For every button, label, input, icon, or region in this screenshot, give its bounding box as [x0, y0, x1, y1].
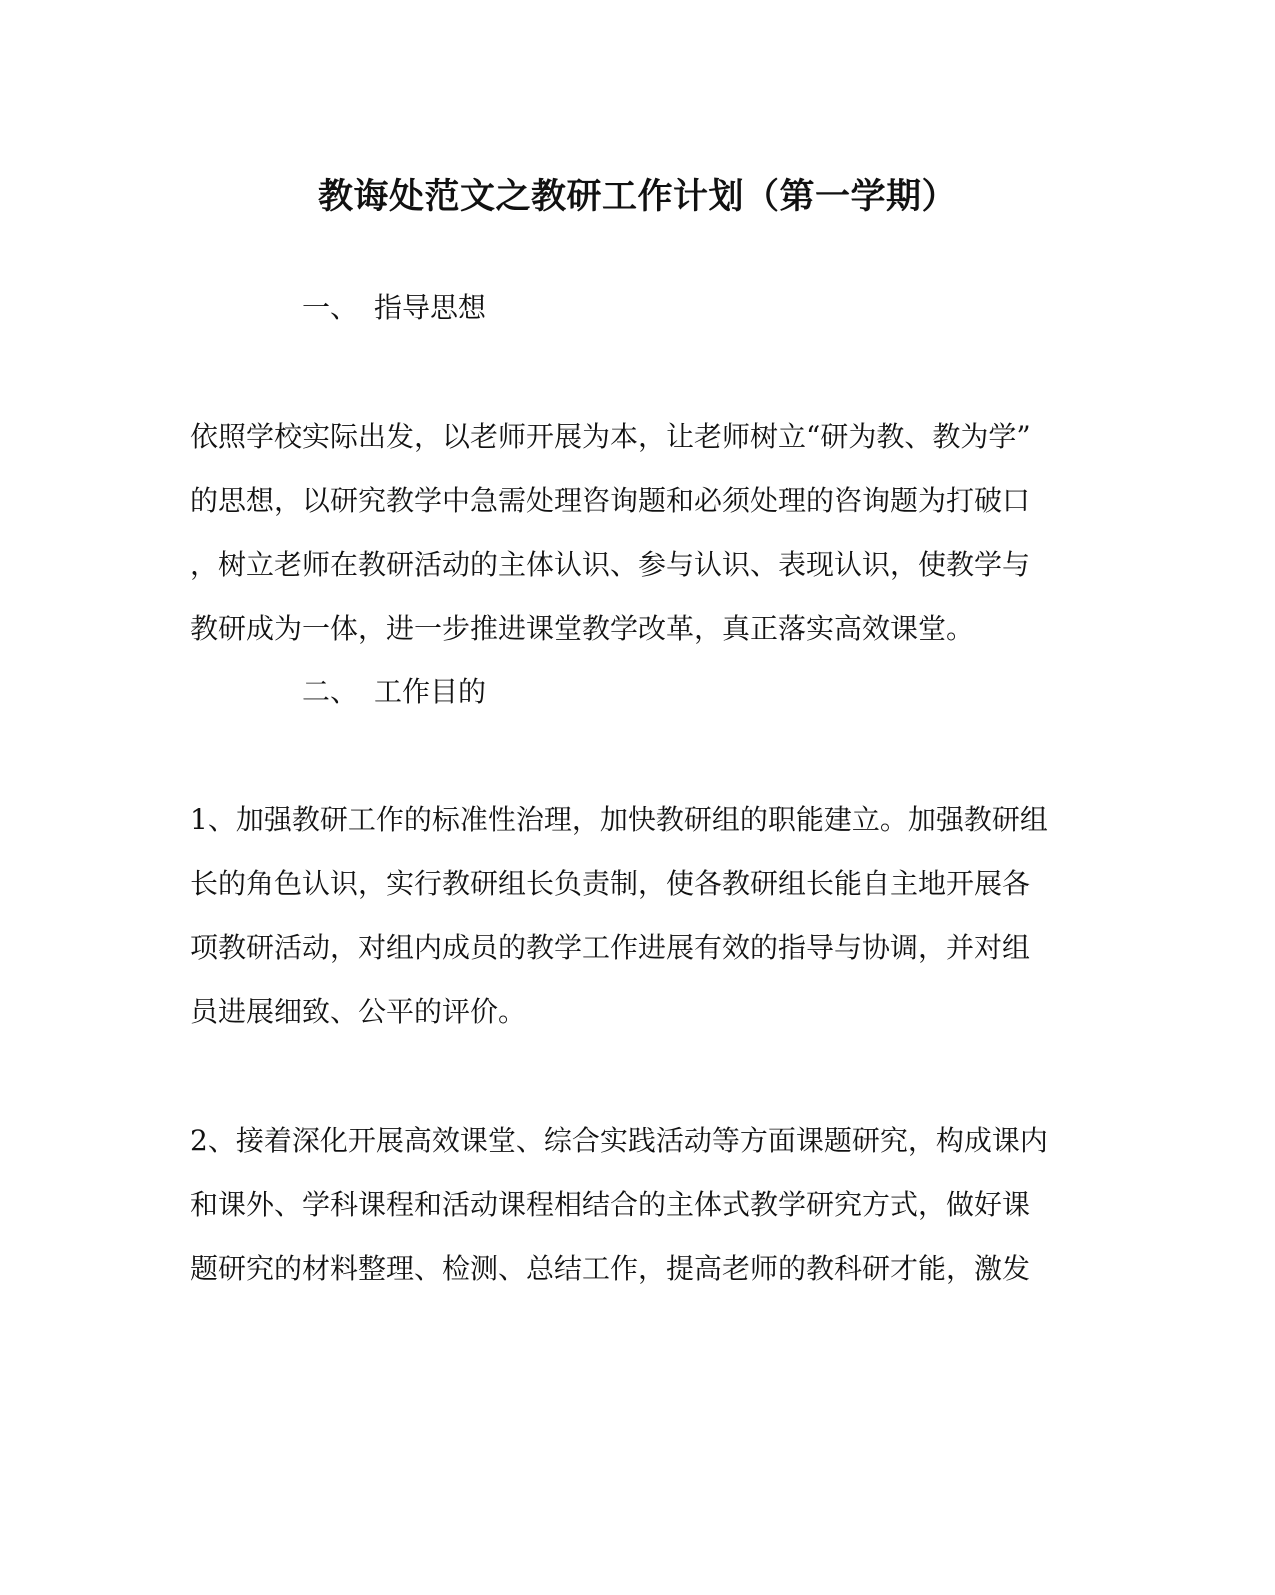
paragraph-line: 教研成为一体，进一步推进课堂教学改革，真正落实高效课堂。: [190, 612, 975, 645]
paragraph-line: 2、接着深化开展高效课堂、综合实践活动等方面课题研究，构成课内: [190, 1124, 1048, 1157]
paragraph-line: 项教研活动，对组内成员的教学工作进展有效的指导与协调，并对组: [190, 931, 1031, 964]
paragraph-line: 依照学校实际出发，以老师开展为本，让老师树立“研为教、教为学”: [190, 420, 1031, 453]
paragraph-goal-item-2: [190, 1109, 1090, 1301]
paragraph-line: 题研究的材料整理、检测、总结工作，提高老师的教科研才能，激发: [190, 1252, 1031, 1285]
paragraph-goal-item-1: [190, 788, 1090, 1044]
paragraph-line: ，树立老师在教研活动的主体认识、参与认识、表现认识，使教学与: [190, 548, 1031, 581]
section-number: 一、: [302, 291, 359, 324]
paragraph-line: 员进展细致、公平的评价。: [190, 995, 527, 1028]
paragraph-guiding-ideology: [190, 405, 1090, 661]
section-number: 二、: [302, 675, 359, 708]
paragraph-line: 的思想，以研究教学中急需处理咨询题和必须处理的咨询题为打破口: [190, 484, 1031, 517]
section-title: 工作目的: [374, 675, 487, 708]
paragraph-line: 长的角色认识，实行教研组长负责制，使各教研组长能自主地开展各: [190, 867, 1031, 900]
section-title: 指导思想: [374, 291, 487, 324]
section-heading-work-goals: [302, 672, 486, 712]
document-title: 教诲处范文之教研工作计划（第一学期）: [317, 176, 957, 217]
paragraph-line: 1、加强教研工作的标准性治理，加快教研组的职能建立。加强教研组: [190, 803, 1048, 836]
paragraph-line: 和课外、学科课程和活动课程相结合的主体式教学研究方式，做好课: [190, 1188, 1031, 1221]
section-heading-guiding-ideology: [302, 288, 486, 328]
